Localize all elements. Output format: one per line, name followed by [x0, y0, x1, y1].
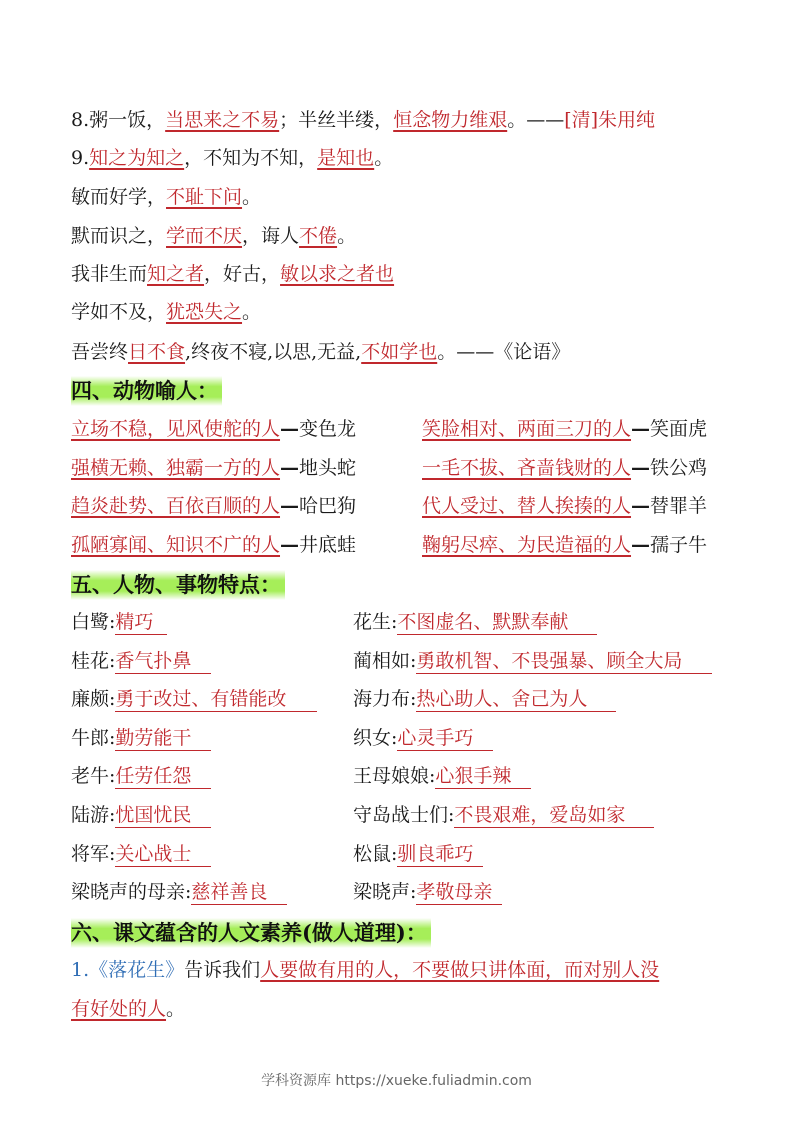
answer: 知之为知之 [89, 147, 185, 169]
trait-row: 花生:不图虚名、默默奉献 [353, 610, 597, 635]
quote-line-4: 默而识之，学而不厌，诲人不倦。 [71, 225, 357, 247]
animal-row: 立场不稳，见风使舵的人—变色龙 [71, 418, 357, 440]
quote-author: [清]朱用纯 [564, 109, 656, 131]
answer: 敏以求之者也 [280, 263, 395, 285]
trait-row: 蔺相如:勇敢机智、不畏强暴、顾全大局 [353, 649, 712, 674]
trait-row: 守岛战士们:不畏艰难，爱岛如家 [353, 803, 654, 828]
answer: 犹恐失之 [166, 301, 243, 323]
footer-source: 学科资源库 https://xueke.fuliadmin.com [261, 1073, 532, 1089]
trait-row: 陆游:忧国忧民 [71, 803, 211, 828]
answer: 有好处的人 [71, 998, 167, 1020]
trait-row: 白鹭:精巧 [71, 610, 167, 635]
section-heading-5: 五、人物、事物特点： [71, 570, 285, 600]
trait-row: 廉颇:勇于改过、有错能改 [71, 687, 317, 712]
answer: 不耻下问 [166, 186, 243, 208]
quote-line-3: 敏而好学，不耻下问。 [71, 186, 262, 208]
trait-row: 梁晓声的母亲:慈祥善良 [71, 880, 287, 905]
quote-line-9: 9.知之为知之，不知为不知，是知也。 [71, 147, 394, 169]
quote-line-8: 8.粥一饭，当思来之不易；半丝半缕，恒念物力维艰。——[清]朱用纯 [71, 109, 656, 131]
trait-row: 梁晓声:孝敬母亲 [353, 880, 502, 905]
animal-row: 一毛不拔、吝啬钱财的人—铁公鸡 [422, 457, 708, 479]
trait-row: 牛郎:勤劳能干 [71, 726, 211, 751]
animal-row: 趋炎赴势、百依百顺的人—哈巴狗 [71, 495, 357, 517]
answer: 日不食 [128, 341, 186, 363]
trait-row: 织女:心灵手巧 [353, 726, 493, 751]
answer: 人要做有用的人，不要做只讲体面，而对别人没 [260, 959, 660, 981]
answer: 恒念物力维艰 [393, 109, 508, 131]
answer: 是知也 [317, 147, 375, 169]
quote-line-7: 吾尝终日不食,终夜不寝,以思,无益,不如学也。——《论语》 [71, 341, 571, 363]
answer: 学而不厌 [166, 225, 243, 247]
trait-row: 王母娘娘:心狠手辣 [353, 764, 531, 789]
quote-line-5: 我非生而知之者，好古，敏以求之者也 [71, 263, 395, 285]
trait-row: 桂花:香气扑鼻 [71, 649, 211, 674]
trait-row: 将军:关心战士 [71, 842, 211, 867]
answer: 不倦 [299, 225, 338, 247]
lesson-title: 《落花生》 [89, 959, 185, 981]
answer: 不如学也 [361, 341, 438, 363]
section-heading-6: 六、课文蕴含的人文素养(做人道理)： [71, 918, 431, 948]
quote-line-6: 学如不及，犹恐失之。 [71, 301, 262, 323]
answer: 当思来之不易 [165, 109, 280, 131]
animal-row: 孤陋寡闻、知识不广的人—井底蛙 [71, 534, 357, 556]
animal-row: 代人受过、替人挨揍的人—替罪羊 [422, 495, 708, 517]
lesson-line-1: 1.《落花生》告诉我们人要做有用的人，不要做只讲体面，而对别人没 [71, 959, 660, 981]
lesson-line-2: 有好处的人。 [71, 998, 186, 1020]
animal-row: 笑脸相对、两面三刀的人—笑面虎 [422, 418, 708, 440]
answer: 知之者 [147, 263, 205, 285]
animal-row: 鞠躬尽瘁、为民造福的人—孺子牛 [422, 534, 708, 556]
trait-row: 老牛:任劳任怨 [71, 764, 211, 789]
trait-row: 松鼠:驯良乖巧 [353, 842, 483, 867]
trait-row: 海力布:热心助人、舍己为人 [353, 687, 616, 712]
section-heading-4: 四、动物喻人： [71, 376, 222, 406]
animal-row: 强横无赖、独霸一方的人—地头蛇 [71, 457, 357, 479]
